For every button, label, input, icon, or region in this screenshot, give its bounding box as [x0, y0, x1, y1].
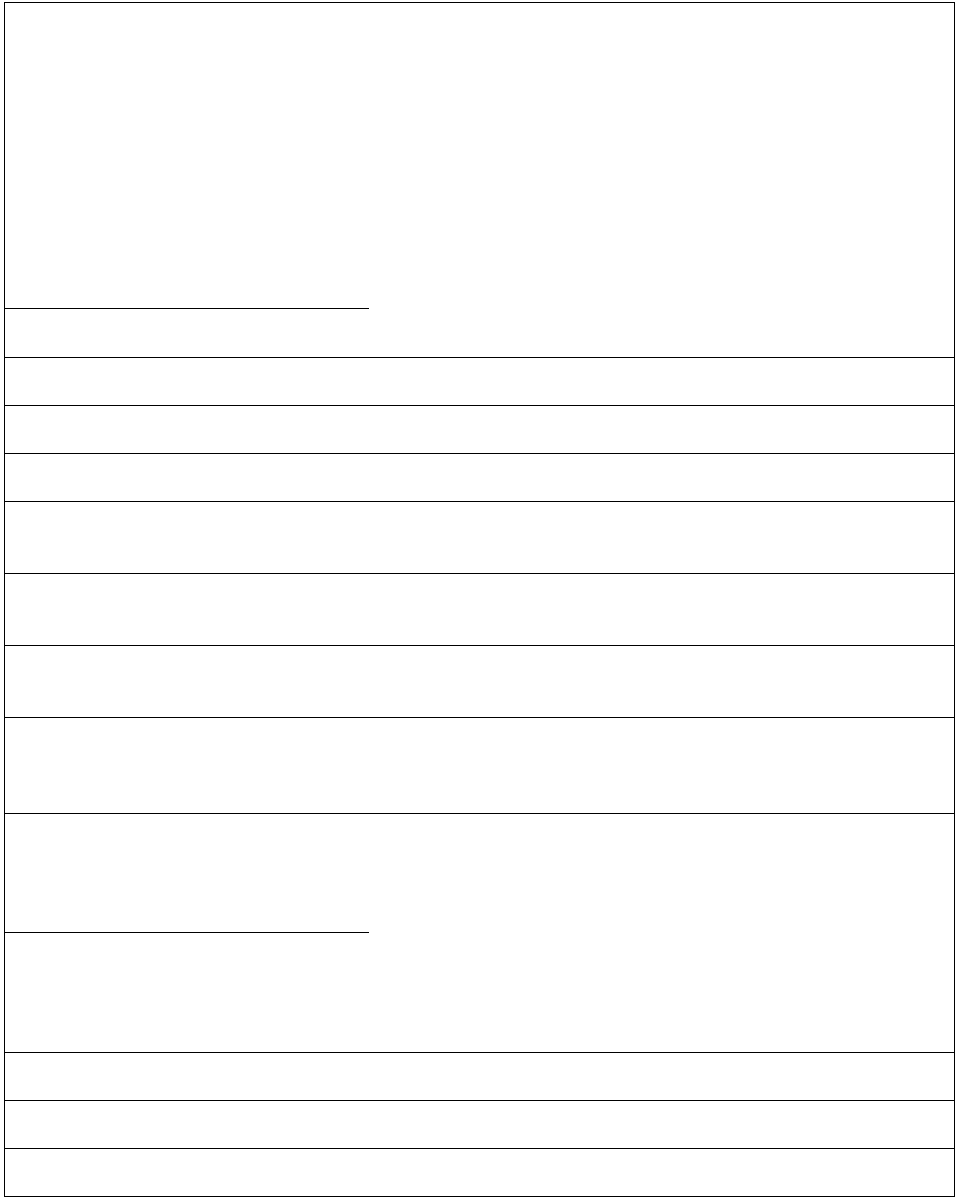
table-rule — [4, 308, 369, 309]
table-rule — [4, 645, 955, 646]
table-border-left — [4, 2, 5, 1197]
table-rule — [4, 501, 955, 502]
table-border-top — [4, 2, 955, 3]
table-rule — [4, 1100, 955, 1101]
table-rule — [4, 573, 955, 574]
table-rule — [4, 405, 955, 406]
table-rule — [4, 357, 955, 358]
table-rule — [4, 932, 369, 933]
table-rule — [4, 453, 955, 454]
table-rule — [4, 813, 955, 814]
table-rule — [4, 1148, 955, 1149]
table-rule — [4, 1052, 955, 1053]
table-border-right — [954, 2, 955, 1197]
table-rule — [4, 717, 955, 718]
table-border-bottom — [4, 1196, 955, 1197]
